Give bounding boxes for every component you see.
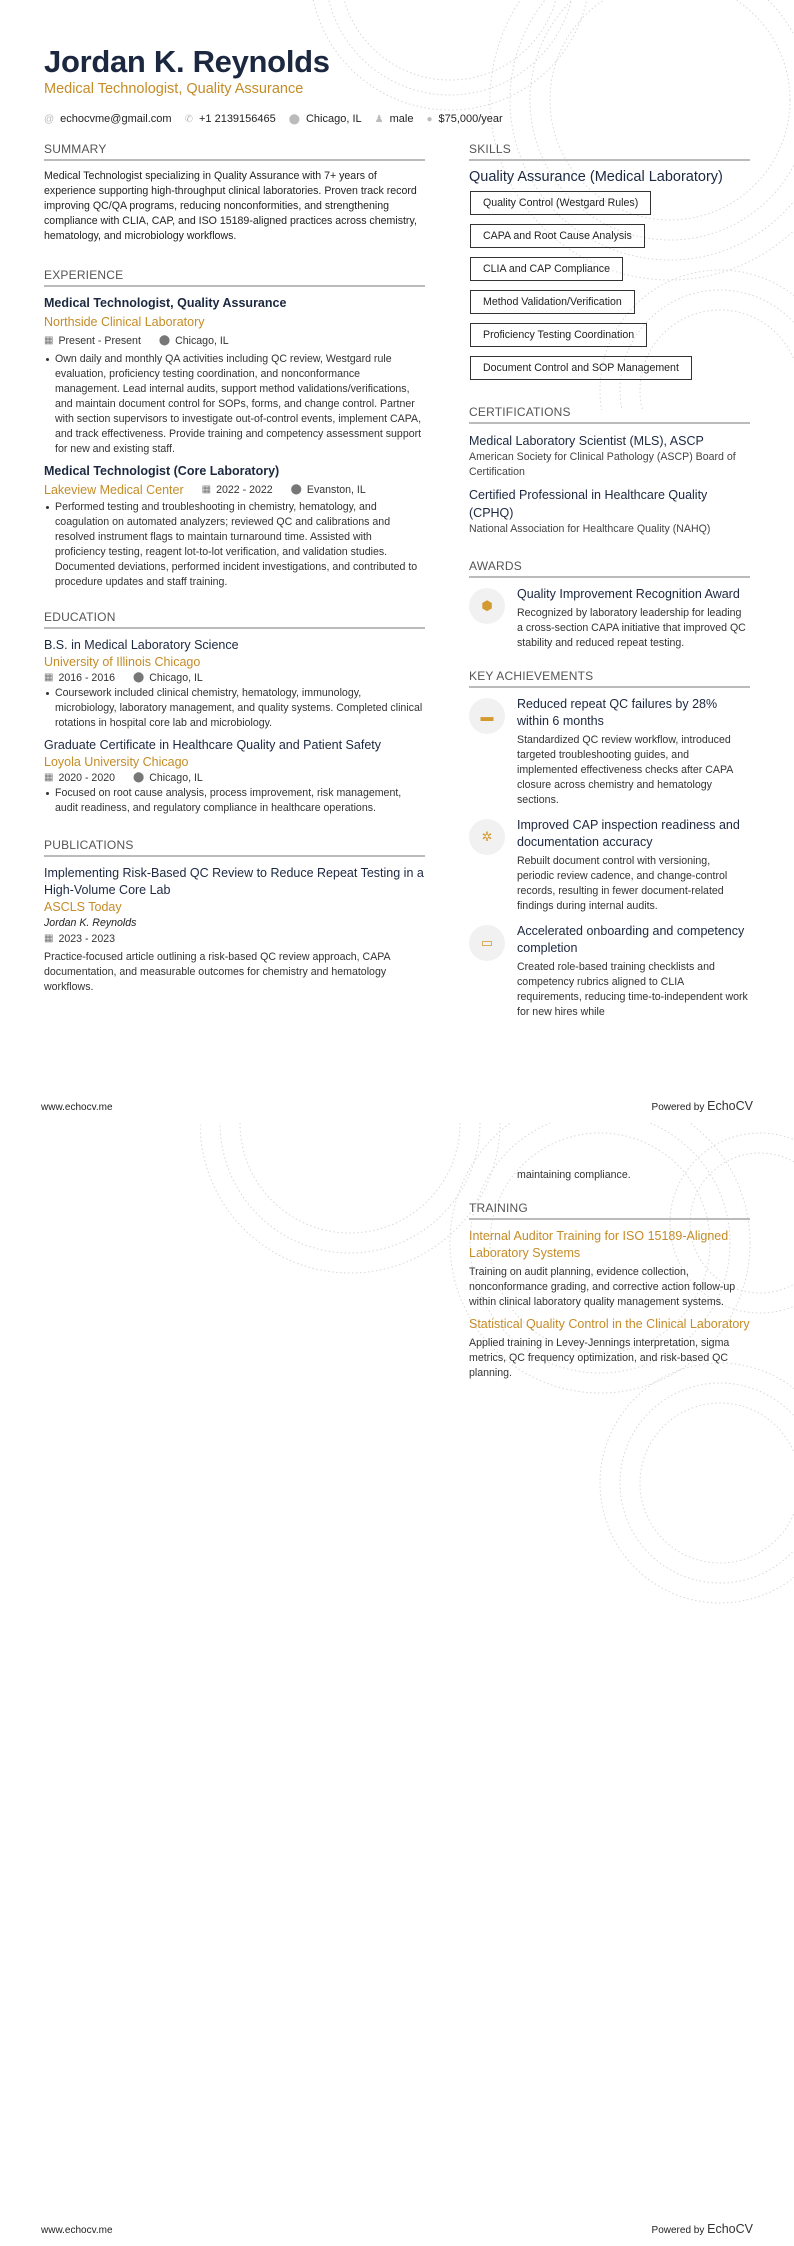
section-heading: TRAINING [469, 1201, 750, 1220]
achievement-item [469, 923, 750, 1020]
achievement-description: Created role-based training checklists and competency rubrics aligned to CLIA requirements, reducing time-to-independent work for new hires while [517, 961, 748, 1018]
section-heading: PUBLICATIONS [44, 838, 425, 857]
school-name: University of Illinois Chicago [44, 655, 201, 669]
certification-name: Medical Laboratory Scientist (MLS), ASCP [469, 434, 704, 448]
resume-page-2 [0, 1123, 794, 2246]
education-location: Chicago, IL [149, 772, 203, 784]
contact-gender: ♟ male [374, 113, 414, 125]
school-name: Loyola University Chicago [44, 755, 189, 769]
education-bullet: Coursework included clinical chemistry, hematology, immunology, microbiology, laboratory management, and quality systems. Completed clinical rotations in hospital core lab and microbiology. [44, 686, 425, 731]
footer-website[interactable]: www.echocv.me [41, 2225, 113, 2236]
location-icon: ⬤ [158, 335, 171, 346]
education-item [44, 737, 425, 816]
job-dates: Present - Present [58, 335, 141, 347]
job-location: Evanston, IL [306, 484, 366, 496]
phone-icon: ✆ [184, 113, 193, 125]
job-location: Chicago, IL [175, 335, 229, 347]
left-column [44, 142, 425, 995]
job-dates: 2022 - 2022 [216, 484, 273, 496]
calendar-icon: ▦ [44, 772, 54, 783]
achievement-item [469, 696, 750, 808]
job-title: Medical Technologist, Quality Assurance [44, 296, 287, 310]
calendar-icon: ▦ [201, 484, 212, 495]
powered-by-text: Powered by [651, 2225, 705, 2236]
summary-section [44, 142, 425, 244]
brand-name: EchoCV [707, 2222, 753, 2236]
skills-section [469, 142, 750, 389]
section-heading: EDUCATION [44, 610, 425, 629]
experience-section [44, 268, 425, 590]
archive-icon: ▬ [469, 698, 505, 734]
calendar-icon: ▦ [44, 672, 54, 683]
achievement-description: Standardized QC review workflow, introduced targeted troubleshooting guides, and implemented effectiveness checks after CAPA closure across chemistry and hematology sections. [517, 734, 733, 806]
achievement-title: Reduced repeat QC failures by 28% within 6 months [517, 697, 718, 728]
candidate-title: Medical Technologist, Quality Assurance [44, 81, 304, 97]
publication-publisher: ASCLS Today [44, 900, 122, 914]
achievement-title: Improved CAP inspection readiness and documentation accuracy [517, 818, 740, 849]
person-icon: ♟ [374, 113, 384, 125]
company-name: Lakeview Medical Center [44, 483, 184, 497]
sparkle-icon: ✲ [469, 819, 505, 855]
location-icon: ⬤ [290, 484, 302, 495]
brand-name: EchoCV [707, 1099, 753, 1113]
section-heading: SKILLS [469, 142, 750, 161]
degree: Graduate Certificate in Healthcare Quality and Patient Safety [44, 738, 381, 752]
right-column-continued [469, 1165, 750, 1381]
calendar-icon: ▦ [44, 933, 54, 944]
cube-icon: ⬢ [469, 588, 505, 624]
section-heading: AWARDS [469, 559, 750, 578]
publication-title: Implementing Risk-Based QC Review to Reduce Repeat Testing in a High-Volume Core Lab [44, 866, 424, 897]
training-title: Statistical Quality Control in the Clinical Laboratory [469, 1317, 750, 1331]
job-bullet: Own daily and monthly QA activities including QC review, Westgard rule evaluation, proficiency testing coordination, and nonconformance management. Lead internal audits, support method validations/verifications, and maintain document control for SOPs, forms, and change control. Partner with section supervisors to investigate out-of-control events, implement CAPA, and track effectiveness. Provide training and competency assessment support for new and existing staff. [44, 352, 425, 457]
footer-powered-by[interactable] [652, 1099, 753, 1113]
publications-section [44, 838, 425, 995]
contact-row [44, 113, 744, 125]
contact-email[interactable]: @ echocvme@gmail.com [44, 113, 172, 125]
award-title: Quality Improvement Recognition Award [517, 587, 740, 601]
section-heading: KEY ACHIEVEMENTS [469, 669, 750, 688]
skill-tag: Quality Control (Westgard Rules) [470, 191, 651, 215]
certification-issuer: American Society for Clinical Pathology (ASCP) Board of Certification [469, 451, 736, 478]
training-title: Internal Auditor Training for ISO 15189-Aligned Laboratory Systems [469, 1229, 729, 1260]
education-location: Chicago, IL [149, 672, 203, 684]
calendar-icon: ▭ [469, 925, 505, 961]
education-dates: 2020 - 2020 [58, 772, 116, 784]
education-section [44, 610, 425, 816]
contact-phone[interactable]: ✆ +1 2139156465 [184, 113, 276, 125]
education-item [44, 637, 425, 731]
skill-tag: Proficiency Testing Coordination [470, 323, 647, 347]
award-item [469, 586, 750, 651]
summary-text: Medical Technologist specializing in Quality Assurance with 7+ years of experience supporting high-throughput clinical laboratories. Proven track record improving QC/QA programs, reducing nonconformities, and strengthening compliance with CLIA, CAP, and ISO 15189-aligned practices across chemistry, hematology, and microbiology workflows. [44, 170, 417, 242]
calendar-icon: ▦ [44, 335, 54, 346]
job-title: Medical Technologist (Core Laboratory) [44, 464, 280, 478]
section-heading: SUMMARY [44, 142, 425, 161]
company-name: Northside Clinical Laboratory [44, 315, 205, 329]
skill-tag: Method Validation/Verification [470, 290, 635, 314]
powered-by-text: Powered by [651, 1102, 705, 1113]
location-icon: ⬤ [288, 113, 300, 125]
training-description: Applied training in Levey-Jennings interpretation, sigma metrics, QC frequency optimization, and risk-based QC planning. [469, 1337, 730, 1379]
money-icon: ● [426, 113, 433, 125]
contact-salary: ● $75,000/year [426, 113, 503, 125]
job-bullet: Performed testing and troubleshooting in chemistry, hematology, and coagulation on automated analyzers; reviewed QC and calibrations and resolved instrument flags to maintain turnaround time. Assisted with proficiency testing, reagent lot-to-lot verification, and validation studies. Documented deviations, performed incident investigations, and contributed to procedure updates and staff training. [44, 500, 425, 590]
degree: B.S. in Medical Laboratory Science [44, 638, 239, 652]
achievements-section [469, 669, 750, 1020]
publication-author: Jordan K. Reynolds [44, 917, 137, 929]
achievement-description-continued: maintaining compliance. [517, 1169, 631, 1181]
certification-name: Certified Professional in Healthcare Quality (CPHQ) [469, 488, 708, 520]
publication-dates: 2023 - 2023 [58, 933, 116, 945]
skill-tag: CLIA and CAP Compliance [470, 257, 623, 281]
footer-website[interactable]: www.echocv.me [41, 1102, 113, 1113]
location-icon: ⬤ [133, 672, 145, 683]
certification-issuer: National Association for Healthcare Quality (NAHQ) [469, 523, 711, 535]
training-description: Training on audit planning, evidence collection, nonconformance grading, and corrective action follow-up within clinical laboratory quality management systems. [469, 1266, 736, 1308]
skill-group-title: Quality Assurance (Medical Laboratory) [469, 169, 723, 185]
footer-powered-by[interactable] [652, 2222, 753, 2236]
achievement-title: Accelerated onboarding and competency completion [517, 924, 745, 955]
certifications-section [469, 405, 750, 537]
at-icon: @ [44, 113, 55, 125]
skill-tag: CAPA and Root Cause Analysis [470, 224, 645, 248]
location-icon: ⬤ [133, 772, 145, 783]
education-bullet: Focused on root cause analysis, process improvement, risk management, audit readiness, and regulatory compliance in healthcare operations. [44, 786, 425, 816]
education-dates: 2016 - 2016 [58, 672, 116, 684]
skill-tag: Document Control and SOP Management [470, 356, 692, 380]
achievement-description: Rebuilt document control with versioning, periodic review cadence, and change-control records, resulting in fewer document-related findings during internal audits. [517, 855, 728, 912]
achievement-item [469, 817, 750, 914]
candidate-name: Jordan K. Reynolds [44, 44, 330, 79]
contact-location: ⬤ Chicago, IL [288, 113, 362, 125]
experience-item [44, 295, 425, 457]
training-section [469, 1201, 750, 1381]
publication-description: Practice-focused article outlining a risk-based QC review approach, CAPA documentation, and measurable outcomes for chemistry and hematology workflows. [44, 951, 391, 993]
section-heading: CERTIFICATIONS [469, 405, 750, 424]
section-heading: EXPERIENCE [44, 268, 425, 287]
award-description: Recognized by laboratory leadership for leading a cross-section CAPA initiative that improved QC stability and reduced repeat testing. [517, 607, 746, 649]
experience-item [44, 463, 425, 590]
awards-section [469, 559, 750, 651]
right-column [469, 142, 750, 1029]
